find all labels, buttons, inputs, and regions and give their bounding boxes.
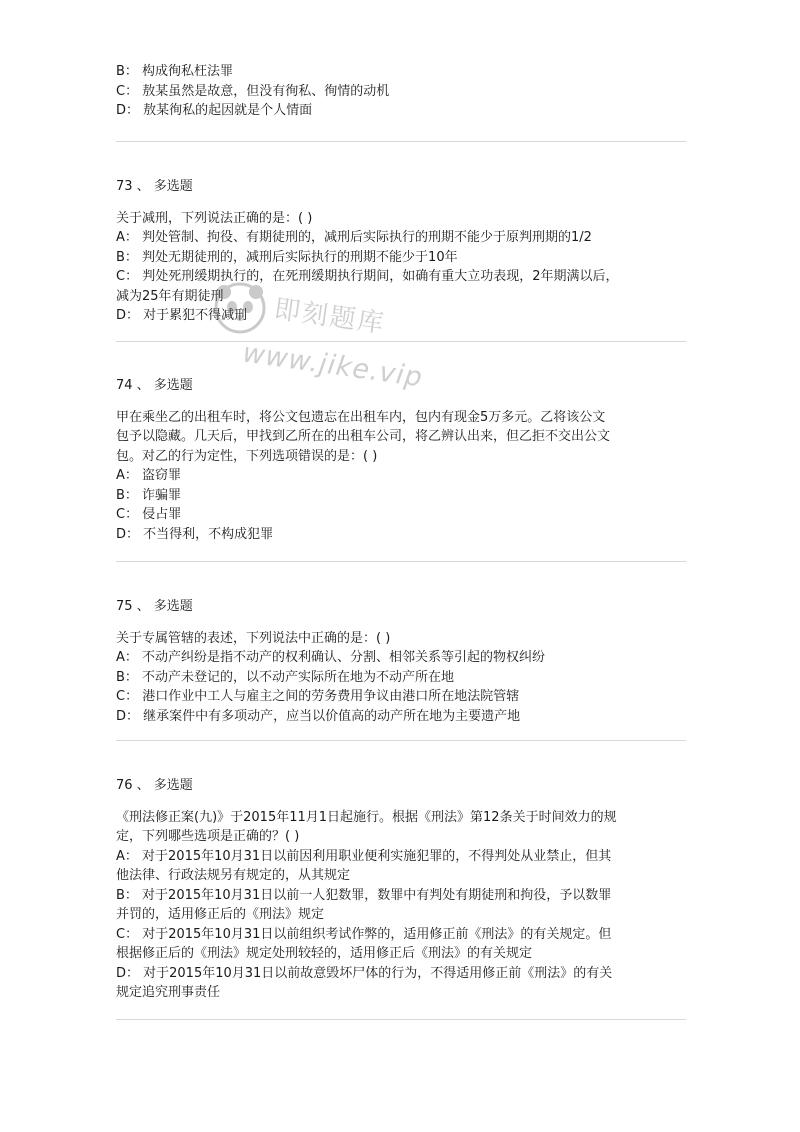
question-74: [116, 376, 686, 544]
question-stem-line: 甲在乘坐乙的出租车时，将公文包遗忘在出租车内，包内有现金5万多元。乙将该公文: [116, 409, 606, 425]
option-d-continued: 规定追究刑事责任: [116, 985, 221, 1000]
option-c: C： 侵占罪: [116, 507, 182, 522]
question-stem-line: 包。对乙的行为定性，下列选项错误的是：( ): [116, 448, 378, 464]
option-d: D： 对于累犯不得减刑: [116, 308, 248, 323]
option-d: D： 对于2015年10月31日以前故意毁坏尸体的行为，不得适用修正前《刑法》的有关: [116, 965, 613, 981]
option-c-continued: 根据修正后的《刑法》规定处刑较轻的，适用修正后《刑法》的有关规定: [116, 946, 533, 961]
question-header: 74 、 多选题: [116, 378, 193, 393]
question-header: 75 、 多选题: [116, 599, 193, 614]
option-a-continued: 他法律、行政法规另有规定的，从其规定: [116, 868, 351, 883]
watermark-url-text: www.jike.vip: [240, 337, 425, 394]
question-73: [116, 177, 686, 326]
option-c: C： 对于2015年10月31日以前组织考试作弊的，适用修正前《刑法》的有关规定。但: [116, 926, 612, 942]
question-divider: [116, 341, 686, 342]
question-header: 73 、 多选题: [116, 179, 193, 194]
option-d: D： 继承案件中有多项动产，应当以价值高的动产所在地为主要遗产地: [116, 708, 521, 724]
question-stem: 关于专属管辖的表述，下列说法中正确的是：( ): [116, 630, 391, 646]
option-d: D： 敖某徇私的起因就是个人情面: [116, 103, 313, 118]
option-c: C： 敖某虽然是故意，但没有徇私、徇情的动机: [116, 83, 390, 99]
option-a: A： 盗窃罪: [116, 468, 182, 483]
option-a: A： 判处管制、拘役、有期徒刑的，减刑后实际执行的刑期不能少于原判刑期的1/2: [116, 230, 592, 245]
option-b: B： 不动产未登记的，以不动产实际所在地为不动产所在地: [116, 669, 455, 685]
option-c-continued: 减为25年有期徒刑: [116, 288, 224, 304]
question-divider: [116, 1019, 686, 1020]
question-stem-line: 《刑法修正案(九)》于2015年11月1日起施行。根据《刑法》第12条关于时间效力的规: [116, 809, 617, 825]
option-c: C： 判处死刑缓期执行的，在死刑缓期执行期间，如确有重大立功表现，2年期满以后，: [116, 269, 619, 284]
watermark-brand-text: 即刻题库: [272, 294, 388, 340]
question-stem-line: 包予以隐藏。几天后，甲找到乙所在的出租车公司，将乙辨认出来，但乙拒不交出公文: [116, 429, 611, 444]
question-stem: 关于减刑，下列说法正确的是：( ): [116, 210, 313, 226]
option-b: B： 判处无期徒刑的，减刑后实际执行的刑期不能少于10年: [116, 249, 458, 265]
question-76: [116, 776, 686, 1003]
option-b-continued: 并罚的，适用修正后的《刑法》规定: [116, 907, 325, 922]
option-b: B： 构成徇私枉法罪: [116, 64, 234, 79]
option-d: D： 不当得利，不构成犯罪: [116, 526, 274, 542]
question-header: 76 、 多选题: [116, 778, 193, 793]
option-b: B： 诈骗罪: [116, 487, 182, 503]
question-divider: [116, 740, 686, 741]
option-a: A： 不动产纠纷是指不动产的权利确认、分割、相邻关系等引起的物权纠纷: [116, 650, 546, 665]
question-stem-line: 定，下列哪些选项是正确的？( ): [116, 829, 300, 844]
option-a: A： 对于2015年10月31日以前因利用职业便利实施犯罪的，不得判处从业禁止，但其: [116, 848, 612, 864]
question-72-options: [116, 62, 686, 121]
question-divider: [116, 561, 686, 562]
option-b: B： 对于2015年10月31日以前一人犯数罪，数罪中有判处有期徒刑和拘役，予以数罪: [116, 887, 612, 903]
question-75: [116, 597, 686, 726]
question-divider: [116, 141, 686, 142]
option-c: C： 港口作业中工人与雇主之间的劳务费用争议由港口所在地法院管辖: [116, 689, 520, 704]
